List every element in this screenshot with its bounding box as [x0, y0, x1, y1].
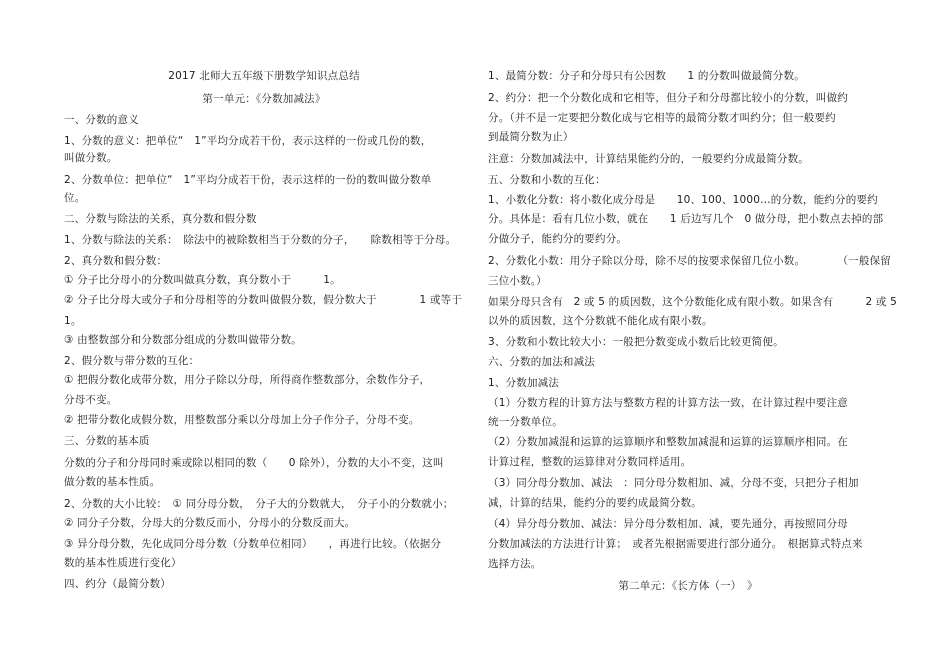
section-heading: 四、约分（最简分数）	[64, 578, 171, 590]
text-line: 2、真分数和假分数：	[64, 255, 168, 267]
text-line: （1）分数方程的计算方法与整数方程的计算方法一致，在计算过程中要注意	[488, 397, 848, 409]
text-line: 三位小数。）	[488, 275, 547, 287]
text-line: 注意：分数加减法中，计算结果能约分的，一般要约分成最简分数。	[488, 153, 809, 165]
text-line: 分母不变。	[64, 394, 118, 406]
text-line: ③ 异分母分数，先化成同分母分数（分数单位相同） ，再进行比较。（依据分	[64, 538, 442, 550]
text-line: 到最简分数为止）	[488, 131, 574, 143]
text-line: 2、约分：把一个分数化成和它相等，但分子和分母都比较小的分数，叫做约	[488, 92, 848, 104]
text-line: ① 分子比分母小的分数叫做真分数，真分数小于 1。	[64, 274, 341, 286]
text-line: 2、分数的大小比较： ① 同分母分数， 分子大的分数就大， 分子小的分数就小；	[64, 498, 454, 510]
text-line: 减，计算的结果，能约分的要约成最简分数。	[488, 497, 702, 509]
text-line: 1、分数与除法的关系： 除法中的被除数相当于分数的分子， 除数相等于分母。	[64, 234, 457, 246]
text-line: 1。	[64, 315, 82, 327]
text-line: 1、分数的意义：把单位“ 1”平均分成若干份，表示这样的一份或几份的数，	[64, 135, 432, 147]
text-line: 如果分母只含有 2 或 5 的质因数，这个分数能化成有限小数。如果含有 2 或 5	[488, 296, 898, 308]
text-line: 3、分数和小数比较大小：一般把分数变成小数后比较更简便。	[488, 336, 784, 348]
text-line: 分数加减法的方法进行计算； 或者先根据需要进行部分通分。 根据算式特点来	[488, 538, 863, 550]
text-line: 2、分数化小数：用分子除以分母，除不尽的按要求保留几位小数。 （一般保留	[488, 255, 891, 267]
text-line: 以外的质因数，这个分数就不能化成有限小数。	[488, 315, 713, 327]
section-heading: 二、分数与除法的关系，真分数和假分数	[64, 213, 257, 225]
text-line: （2）分数加减混和运算的运算顺序和整数加减混和运算的运算顺序相同。在	[488, 436, 848, 448]
text-line: 2、分数单位：把单位“ 1”平均分成若干份，表示这样的一份的数叫做分数单	[64, 174, 432, 186]
text-line: 分数的分子和分母同时乘或除以相同的数（ 0 除外），分数的大小不变，这叫	[64, 457, 444, 469]
text-line: ② 分子比分母大或分子和分母相等的分数叫做假分数，假分数大于 1 或等于	[64, 294, 463, 306]
text-line: 2、假分数与带分数的互化：	[64, 355, 200, 367]
text-line: ① 把假分数化成带分数，用分子除以分母，所得商作整数部分，余数作分子，	[64, 374, 431, 386]
text-line: 分。具体是：看有几位小数，就在 1 后边写几个 0 做分母，把小数点去掉的部	[488, 213, 884, 225]
text-line: 1、最简分数：分子和分母只有公因数 1 的分数叫做最简分数。	[488, 70, 805, 82]
text-line: （3）同分母分数加、减法 ：同分母分数相加、减，分母不变，只把分子相加	[488, 477, 859, 489]
section-heading: 六、分数的加法和减法	[488, 356, 595, 368]
text-line: 分。（并不是一定要把分数化成与它相等的最简分数才叫约分；但一般要约	[488, 112, 836, 124]
text-line: 计算过程，整数的运算律对分数同样适用。	[488, 456, 692, 468]
document-title: 2017 北师大五年级下册数学知识点总结	[168, 70, 360, 82]
text-line: 1、小数化分数：将小数化成分母是 10、100、1000…的分数，能约分的要约	[488, 194, 878, 206]
text-line: 分做分子，能约分的要约分。	[488, 233, 628, 245]
unit-heading: 第二单元：《长方体（一） 》	[618, 580, 758, 592]
text-line: 数的基本性质进行变化）	[64, 557, 182, 569]
text-line: ② 同分子分数，分母大的分数反而小，分母小的分数反而大。	[64, 517, 356, 529]
text-line: 选择方法。	[488, 558, 542, 570]
unit-heading: 第一单元：《分数加减法》	[202, 93, 326, 105]
section-heading: 五、分数和小数的互化：	[488, 174, 606, 186]
section-heading: 一、分数的意义	[64, 114, 139, 126]
section-heading: 三、分数的基本质	[64, 435, 150, 447]
text-line: ② 把带分数化成假分数，用整数部分乘以分母加上分子作分子，分母不变。	[64, 414, 420, 426]
text-line: 叫做分数。	[64, 152, 118, 164]
text-line: 位。	[64, 192, 86, 204]
text-line: ③ 由整数部分和分数部分组成的分数叫做带分数。	[64, 334, 302, 346]
text-line: 统一分数单位。	[488, 416, 563, 428]
text-line: （4）异分母分数加、减法：异分母分数相加、减，要先通分，再按照同分母	[488, 518, 848, 530]
text-line: 做分数的基本性质。	[64, 476, 161, 488]
text-line: 1、分数加减法	[488, 377, 560, 389]
